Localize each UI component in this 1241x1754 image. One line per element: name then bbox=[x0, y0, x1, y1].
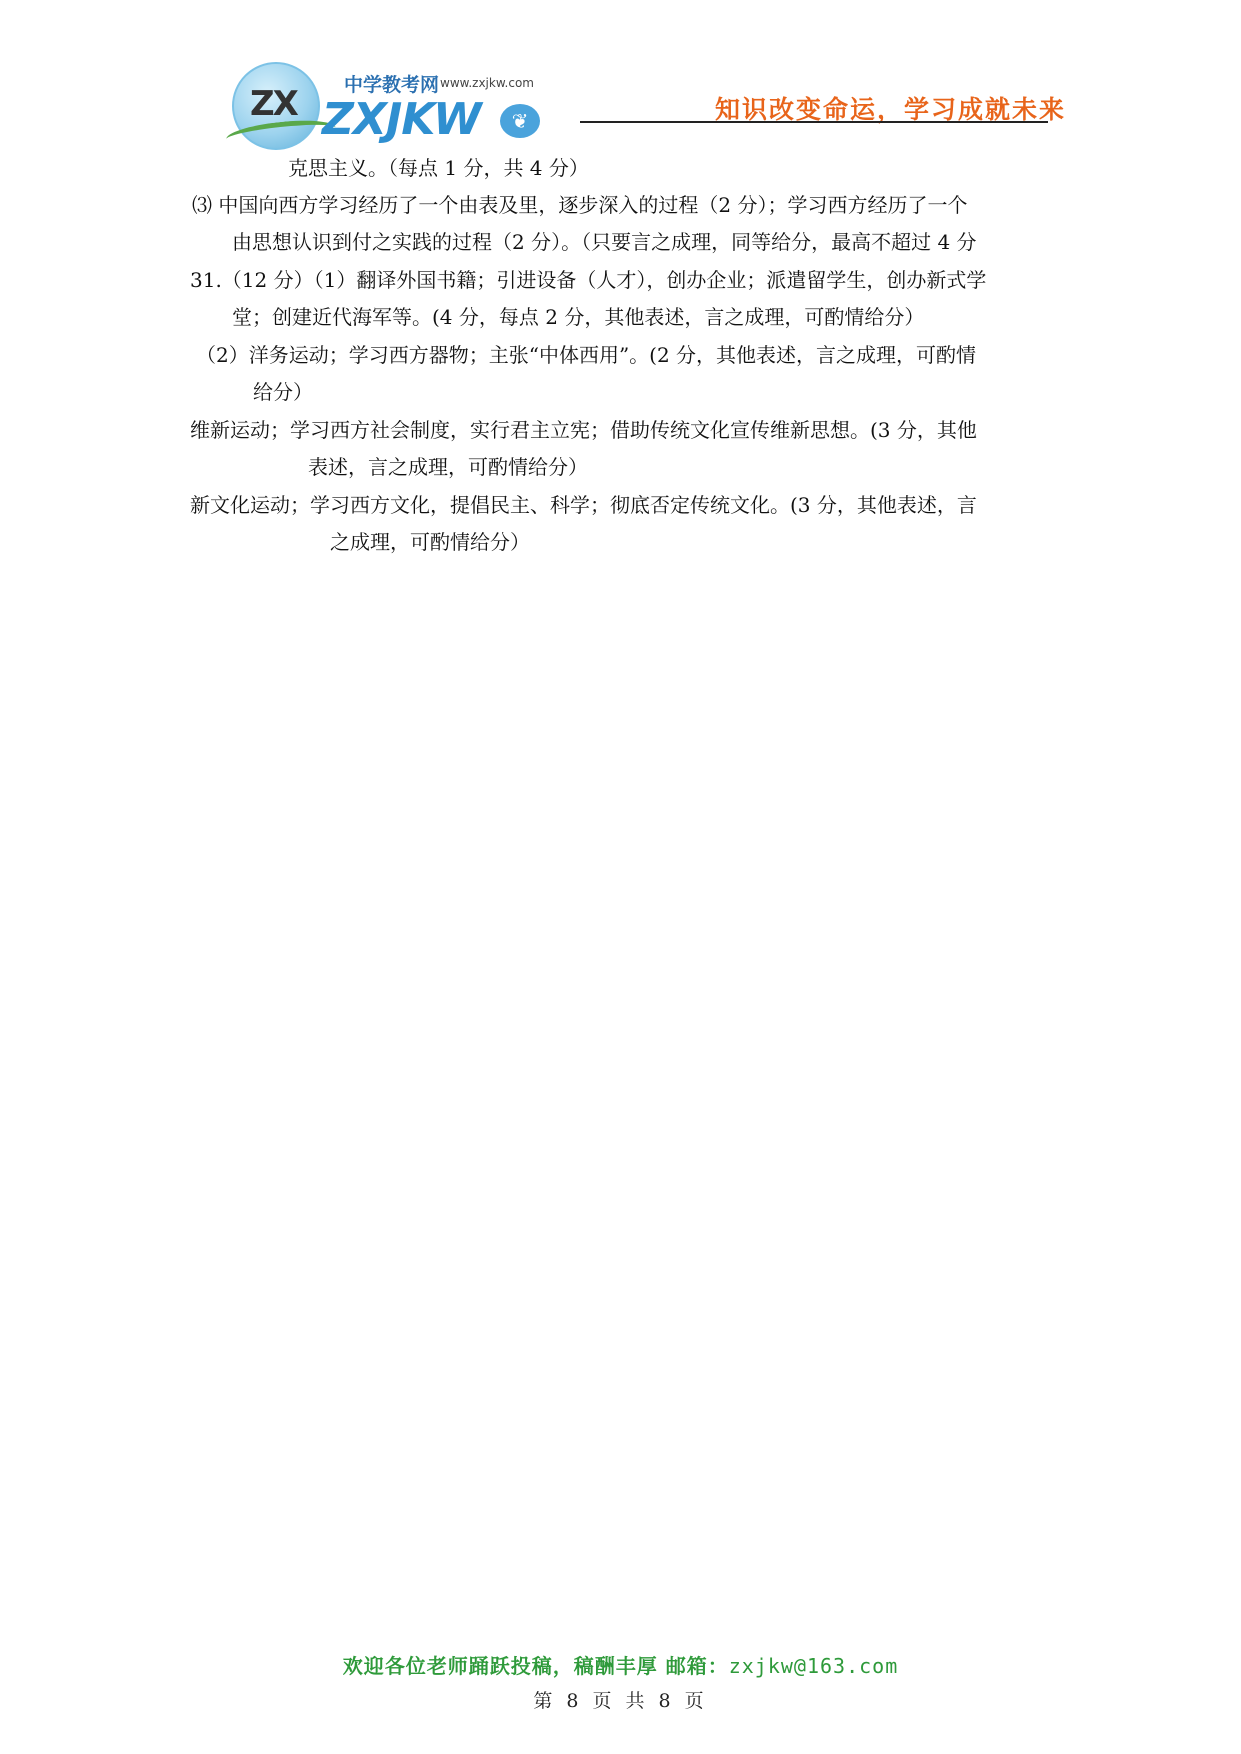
logo-url: www.zxjkw.com bbox=[440, 76, 534, 90]
header-divider bbox=[580, 121, 1048, 123]
text-line: 之成理，可酌情给分） bbox=[330, 530, 530, 554]
logo-english-name: ZXJKW bbox=[322, 94, 481, 145]
header-slogan: 知识改变命运，学习成就未来 bbox=[715, 95, 1067, 124]
text-line: 克思主义。（每点 1 分，共 4 分） bbox=[288, 156, 589, 180]
leaf-icon: ❦ bbox=[500, 104, 540, 138]
footer-email-link[interactable]: zxjkw@163.com bbox=[728, 1654, 899, 1678]
text-line: 由思想认识到付之实践的过程（2 分）。（只要言之成理，同等给分，最高不超过 4 分 bbox=[232, 230, 977, 254]
page-number: 第 8 页 共 8 页 bbox=[533, 1690, 708, 1712]
text-line: 31.（12 分）（1）翻译外国书籍；引进设备（人才），创办企业；派遣留学生，创办新式学 bbox=[190, 268, 987, 292]
logo-chinese-name: 中学教考网 bbox=[344, 74, 440, 96]
logo-mark: ZX bbox=[250, 84, 297, 124]
text-line: 给分） bbox=[253, 380, 313, 404]
text-line: 新文化运动；学习西方文化，提倡民主、科学；彻底否定传统文化。(3 分，其他表述，言 bbox=[190, 493, 977, 517]
text-line: 维新运动；学习西方社会制度，实行君主立宪；借助传统文化宣传维新思想。(3 分，其他 bbox=[190, 418, 977, 442]
page-header bbox=[0, 0, 1241, 150]
footer-note-text: 欢迎各位老师踊跃投稿，稿酬丰厚 邮箱： bbox=[342, 1654, 729, 1678]
site-logo[interactable] bbox=[232, 62, 552, 152]
footer-submission-note bbox=[0, 1650, 1241, 1679]
text-line: 表述，言之成理，可酌情给分） bbox=[308, 455, 588, 479]
text-line: 堂；创建近代海军等。(4 分，每点 2 分，其他表述，言之成理，可酌情给分） bbox=[232, 305, 925, 329]
text-line: （2）洋务运动；学习西方器物；主张“中体西用”。(2 分，其他表述，言之成理，可酌情 bbox=[196, 343, 977, 367]
text-line: ⑶ 中国向西方学习经历了一个由表及里，逐步深入的过程（2 分）；学习西方经历了一个 bbox=[192, 193, 968, 217]
